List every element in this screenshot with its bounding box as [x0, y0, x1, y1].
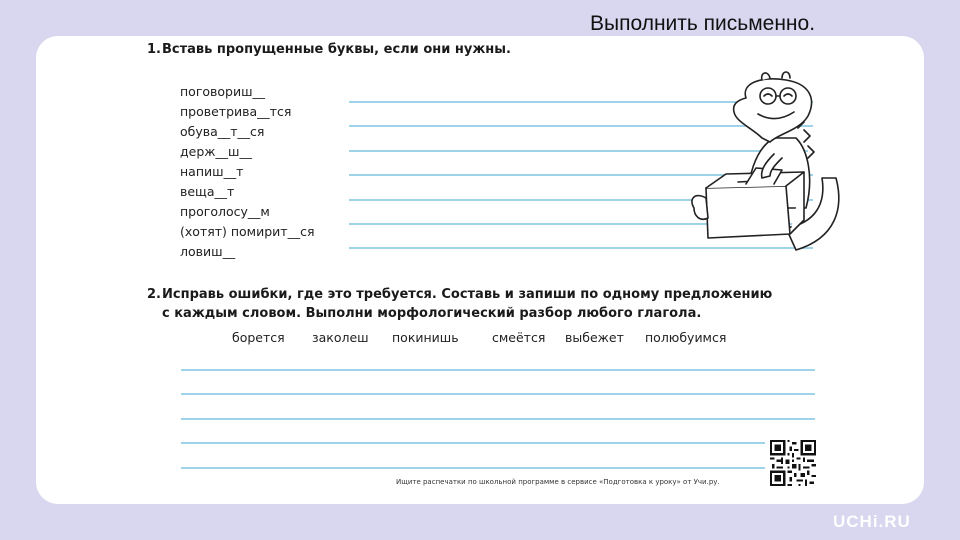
page-title: Выполнить письменно. [590, 12, 816, 35]
task-2-word: выбежет [565, 330, 624, 345]
task-1-word: веща__т [180, 184, 235, 199]
task-1-title [147, 40, 511, 59]
task-2-text-line-2: с каждым словом. Выполни морфологический разбор любого глагола. [162, 306, 702, 321]
writing-line [181, 369, 815, 371]
worksheet-card [36, 36, 924, 504]
writing-line [181, 442, 765, 444]
task-2-word: покинишь [392, 330, 459, 345]
task-2-number: 2. [147, 287, 161, 302]
task-2-word: заколеш [312, 330, 369, 345]
task-1-text: Вставь пропущенные буквы, если они нужны. [162, 42, 511, 57]
task-1-word: проголосу__м [180, 204, 270, 219]
task-2-word: полюбуимся [645, 330, 727, 345]
writing-line [181, 393, 815, 395]
brand-logo: UCHi.RU [833, 512, 911, 531]
task-1-word: ловиш__ [180, 244, 236, 259]
dinosaur-illustration [686, 58, 846, 258]
task-2-title [147, 285, 773, 323]
task-1-word: обува__т__ся [180, 124, 265, 139]
task-2-word: борется [232, 330, 285, 345]
writing-line [181, 467, 765, 469]
task-1-number: 1. [147, 42, 161, 57]
qr-code-icon [770, 440, 816, 486]
task-1-word: (хотят) помирит__ся [180, 224, 315, 239]
task-2-word: смеётся [492, 330, 546, 345]
task-1-word: напиш__т [180, 164, 244, 179]
footer-note: Ищите распечатки по школьной программе в сервисе «Подготовка к уроку» от Учи.ру. [396, 478, 720, 486]
task-1-word: поговориш__ [180, 84, 266, 99]
writing-line [181, 418, 815, 420]
task-2-text-line-1: Исправь ошибки, где это требуется. Составь и запиши по одному предложению [162, 287, 773, 302]
task-1-word: держ__ш__ [180, 144, 252, 159]
task-1-word: проветрива__тся [180, 104, 292, 119]
